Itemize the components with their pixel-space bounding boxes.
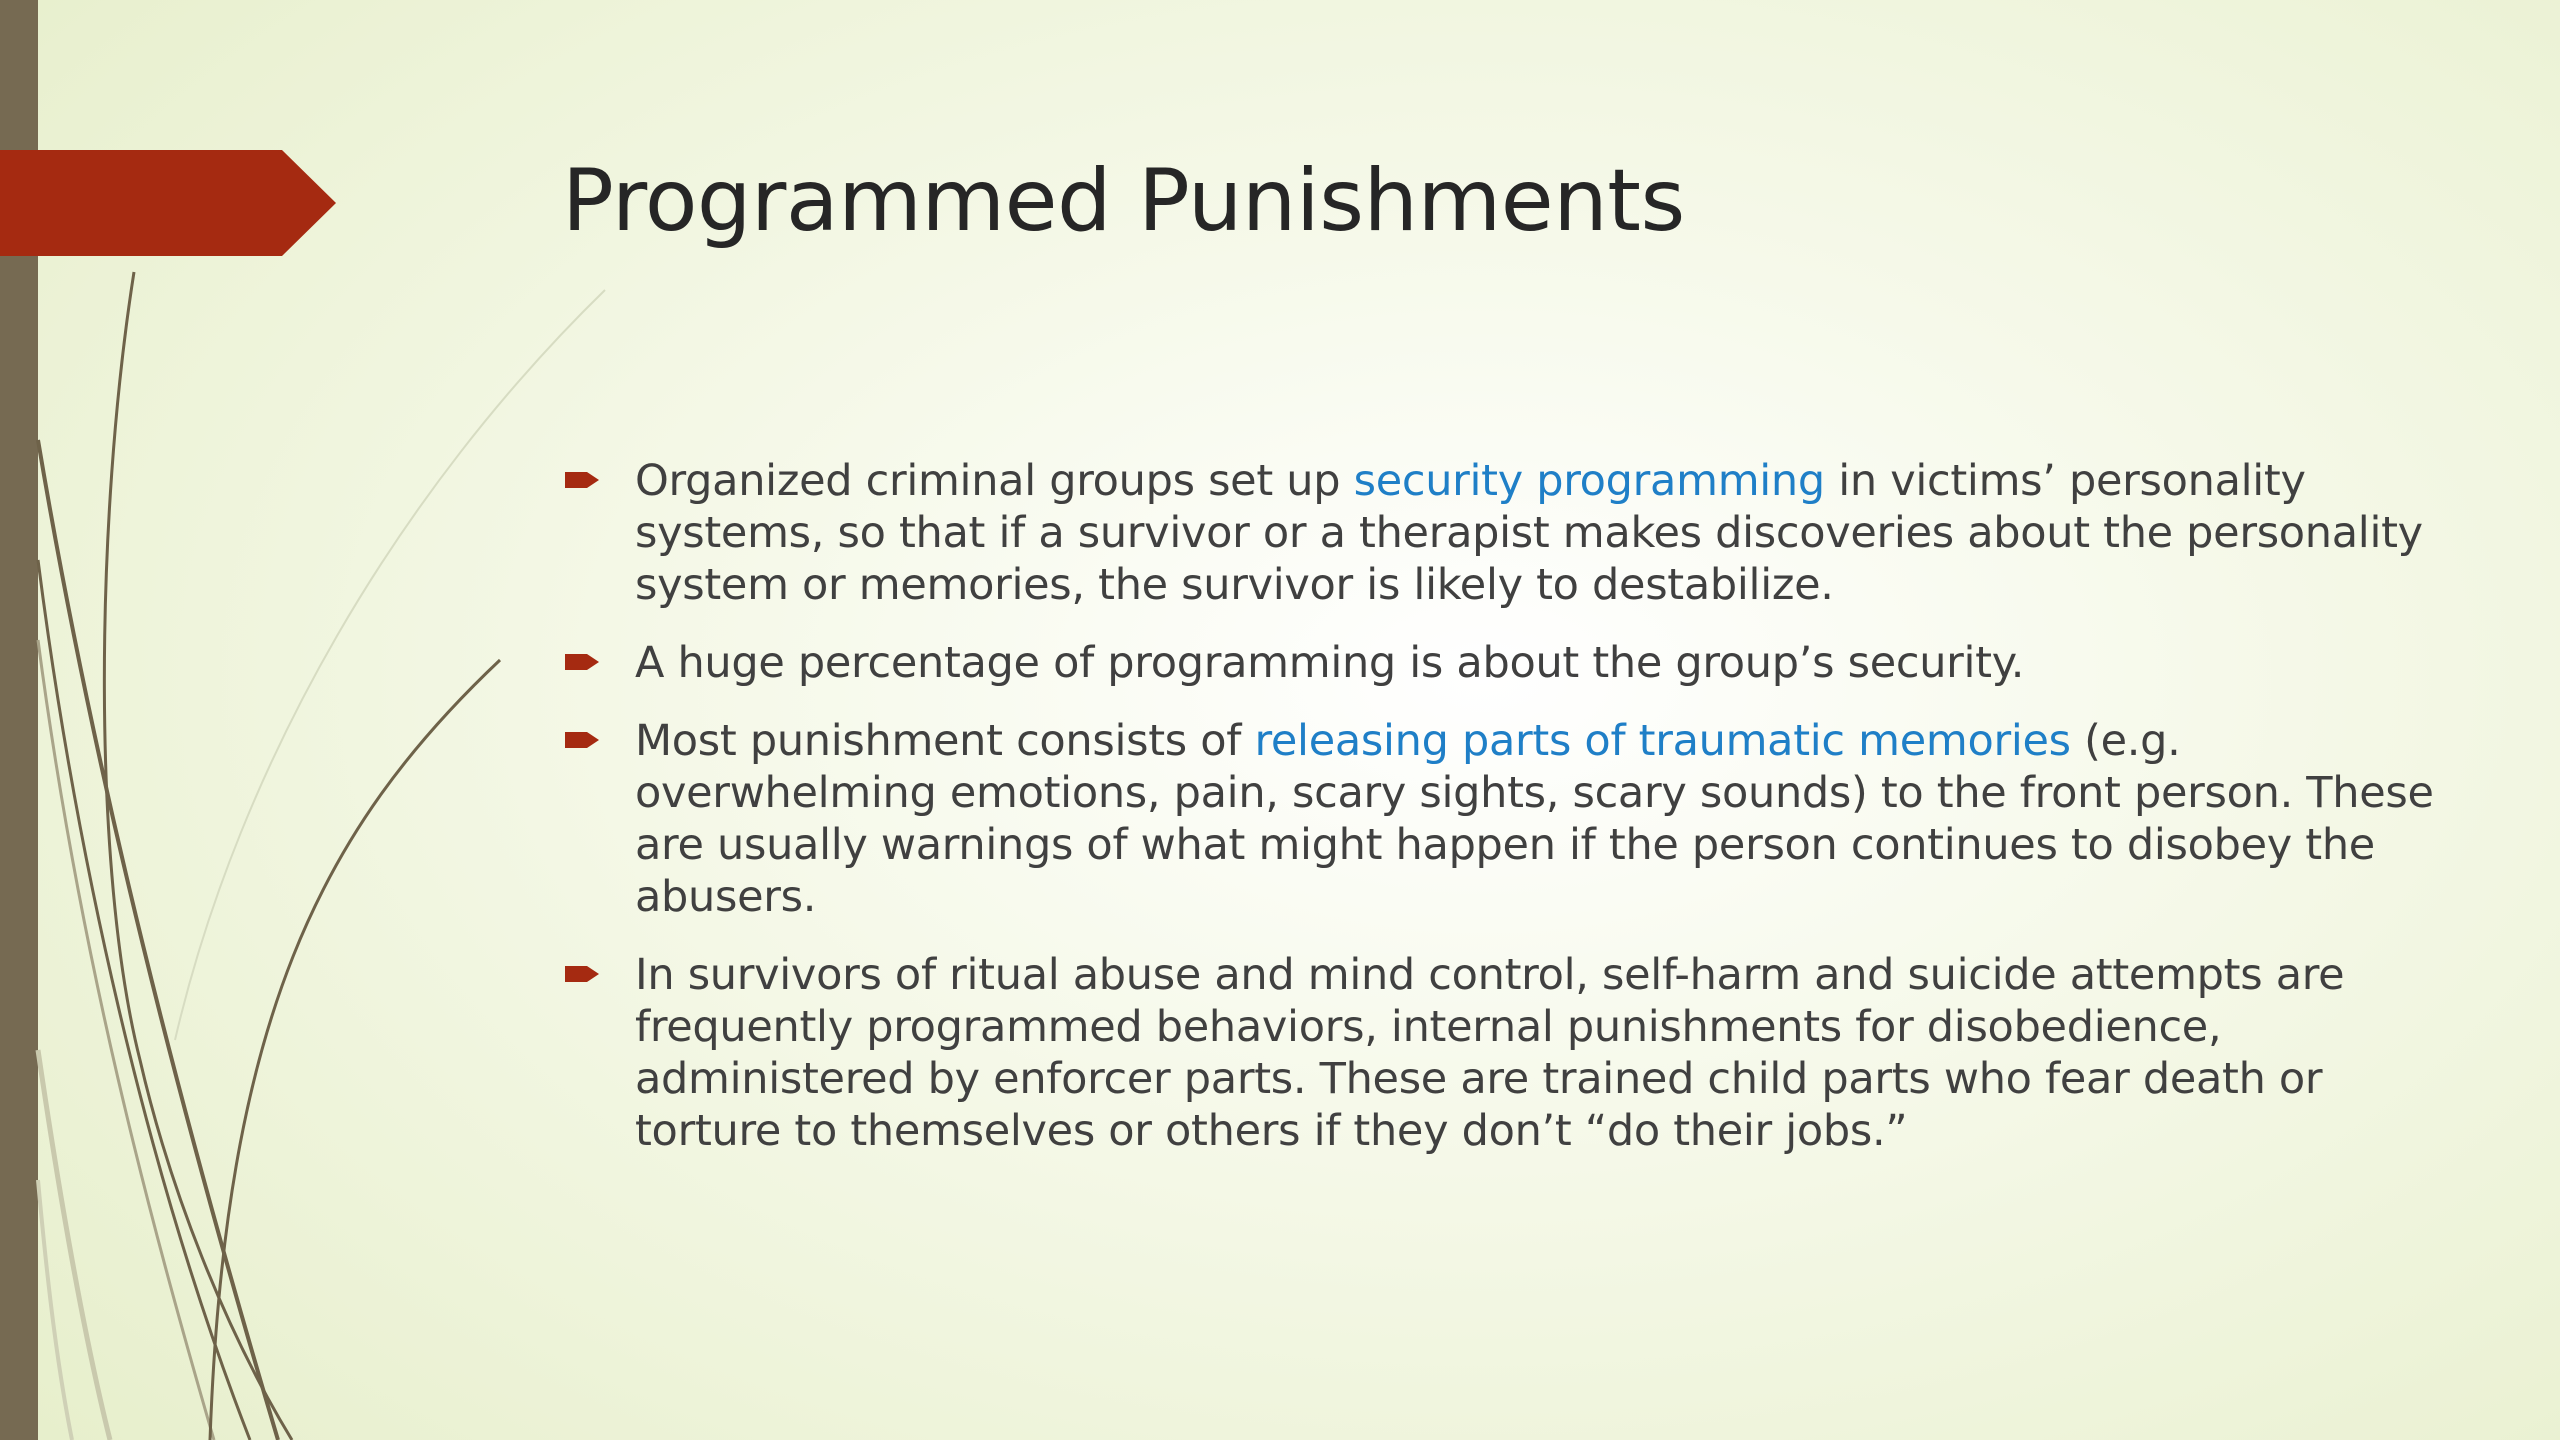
bullet-text: A huge percentage of programming is about the group’s security. [635, 638, 2025, 688]
bullet-text: Most punishment consists of [635, 716, 1255, 766]
arrow-bullet-icon [565, 729, 599, 751]
bullet-text: in victims’ personality systems, so that if a survivor or a therapist makes discoveries about the personality system or memories, the survivor is likely to destabilize. [635, 456, 2423, 610]
bullet-item [562, 949, 2462, 1157]
bullet-text: (e.g. overwhelming emotions, pain, scary sights, scary sounds) to the front person. These are usually warnings of what might happen if the person continues to disobey the abusers. [635, 716, 2434, 922]
bullet-item [562, 637, 2462, 689]
slide-title: Programmed Punishments [562, 151, 1685, 251]
bullet-list [562, 455, 2462, 1183]
bullet-text: Organized criminal groups set up [635, 456, 1354, 506]
bullet-item [562, 715, 2462, 923]
link-security-programming[interactable]: security programming [1353, 456, 1825, 506]
bullet-item [562, 455, 2462, 611]
arrow-bullet-icon [565, 963, 599, 985]
arrow-bullet-icon [565, 651, 599, 673]
link-releasing-traumatic-memories[interactable]: releasing parts of traumatic memories [1254, 716, 2071, 766]
bullet-text: In survivors of ritual abuse and mind control, self-harm and suicide attempts are frequently programmed behaviors, internal punishments for disobedience, administered by enforcer parts. These are trained child parts who fear death or torture to themselves or others if they don’t “do their jobs.” [635, 950, 2345, 1156]
arrow-bullet-icon [565, 469, 599, 491]
accent-arrow-shape [0, 150, 336, 256]
